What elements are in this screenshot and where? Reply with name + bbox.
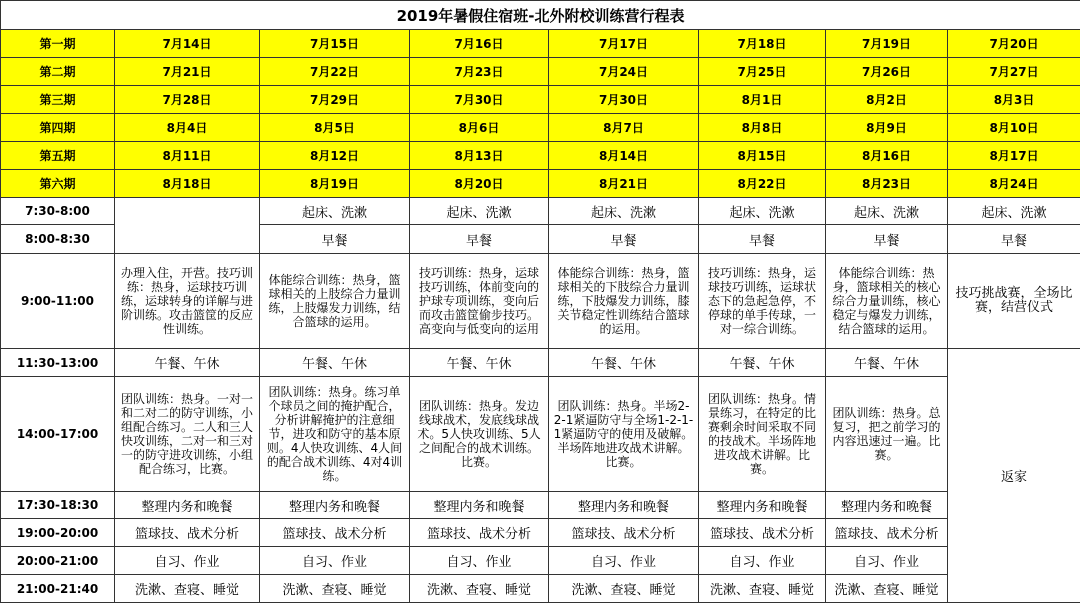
activity-cell: 自习、作业 xyxy=(826,547,948,575)
activity-cell: 早餐 xyxy=(948,225,1080,254)
activity-cell: 起床、洗漱 xyxy=(549,198,699,225)
date-cell: 8月5日 xyxy=(260,114,410,142)
activity-cell: 篮球技、战术分析 xyxy=(549,519,699,547)
schedule-row xyxy=(1,519,1080,547)
activity-cell: 整理内务和晚餐 xyxy=(410,492,549,519)
date-cell: 8月10日 xyxy=(948,114,1080,142)
activity-cell: 早餐 xyxy=(826,225,948,254)
activity-cell: 午餐、午休 xyxy=(410,349,549,377)
date-cell: 7月19日 xyxy=(826,30,948,58)
date-cell: 7月25日 xyxy=(699,58,826,86)
date-cell: 8月22日 xyxy=(699,170,826,198)
activity-cell: 洗漱、查寝、睡觉 xyxy=(115,575,260,603)
activity-cell: 整理内务和晚餐 xyxy=(699,492,826,519)
schedule-row xyxy=(1,254,1080,349)
activity-cell: 团队训练：热身。情景练习，在特定的比赛剩余时间采取不同的技战术。半场阵地进攻战术讲解。比赛。 xyxy=(699,377,826,492)
period-row xyxy=(1,170,1080,198)
period-label: 第四期 xyxy=(1,114,115,142)
activity-cell: 篮球技、战术分析 xyxy=(115,519,260,547)
period-row xyxy=(1,114,1080,142)
date-cell: 8月21日 xyxy=(549,170,699,198)
period-label: 第一期 xyxy=(1,30,115,58)
date-cell: 8月2日 xyxy=(826,86,948,114)
date-cell: 7月26日 xyxy=(826,58,948,86)
date-cell: 7月15日 xyxy=(260,30,410,58)
activity-cell: 体能综合训练：热身，篮球相关的核心综合力量训练，核心稳定与爆发力训练，结合篮球的运用。 xyxy=(826,254,948,349)
time-label: 11:30-13:00 xyxy=(1,349,115,377)
activity-cell: 办理入住，开营。技巧训练：热身，运球技巧训练，运球转身的详解与进阶训练。攻击篮筐的反应性训练。 xyxy=(115,254,260,349)
activity-cell: 早餐 xyxy=(699,225,826,254)
period-row xyxy=(1,58,1080,86)
activity-cell: 自习、作业 xyxy=(115,547,260,575)
go-home-cell: 返家 xyxy=(948,349,1080,603)
activity-cell: 整理内务和晚餐 xyxy=(549,492,699,519)
time-label: 14:00-17:00 xyxy=(1,377,115,492)
activity-cell: 团队训练：热身。半场2-2-1紧逼防守与全场1-2-1-1紧逼防守的使用及破解。半场阵地进攻战术讲解。比赛。 xyxy=(549,377,699,492)
activity-cell: 自习、作业 xyxy=(699,547,826,575)
schedule-row xyxy=(1,547,1080,575)
date-cell: 7月21日 xyxy=(115,58,260,86)
time-label: 8:00-8:30 xyxy=(1,225,115,254)
time-label: 17:30-18:30 xyxy=(1,492,115,519)
period-label: 第二期 xyxy=(1,58,115,86)
date-cell: 8月19日 xyxy=(260,170,410,198)
date-cell: 8月24日 xyxy=(948,170,1080,198)
activity-cell: 团队训练：热身。练习单个球员之间的掩护配合，分析讲解掩护的注意细节，进攻和防守的基本原则。4人快攻训练、4人间的配合战术训练、4对4训练。 xyxy=(260,377,410,492)
date-cell: 7月16日 xyxy=(410,30,549,58)
date-cell: 7月30日 xyxy=(549,86,699,114)
date-cell: 8月13日 xyxy=(410,142,549,170)
date-cell: 7月28日 xyxy=(115,86,260,114)
activity-cell: 技巧训练：热身，运球技巧训练，运球状态下的急起急停，不停球的单手传球，一对一综合训练。 xyxy=(699,254,826,349)
activity-cell: 起床、洗漱 xyxy=(699,198,826,225)
page-title: 2019年暑假住宿班-北外附校训练营行程表 xyxy=(1,1,1080,30)
activity-cell: 起床、洗漱 xyxy=(260,198,410,225)
activity-cell: 自习、作业 xyxy=(260,547,410,575)
period-label: 第五期 xyxy=(1,142,115,170)
period-row xyxy=(1,142,1080,170)
date-cell: 8月7日 xyxy=(549,114,699,142)
date-cell: 8月23日 xyxy=(826,170,948,198)
date-cell: 8月1日 xyxy=(699,86,826,114)
date-cell: 7月23日 xyxy=(410,58,549,86)
activity-cell: 技巧训练：热身，运球技巧训练，体前变向的护球专项训练，变向后而攻击篮筐偷步技巧。高变向与低变向的运用 xyxy=(410,254,549,349)
period-label: 第三期 xyxy=(1,86,115,114)
period-row xyxy=(1,30,1080,58)
period-row xyxy=(1,86,1080,114)
activity-cell: 团队训练：热身。一对一和二对二的防守训练，小组配合练习。二人和三人快攻训练，二对一和三对一的防守进攻训练，小组配合练习，比赛。 xyxy=(115,377,260,492)
activity-cell: 整理内务和晚餐 xyxy=(260,492,410,519)
date-cell: 7月29日 xyxy=(260,86,410,114)
activity-cell: 午餐、午休 xyxy=(115,349,260,377)
date-cell: 8月15日 xyxy=(699,142,826,170)
activity-cell: 起床、洗漱 xyxy=(948,198,1080,225)
activity-cell: 整理内务和晚餐 xyxy=(826,492,948,519)
date-cell: 8月17日 xyxy=(948,142,1080,170)
activity-cell: 午餐、午休 xyxy=(260,349,410,377)
activity-cell: 洗漱、查寝、睡觉 xyxy=(260,575,410,603)
date-cell: 7月22日 xyxy=(260,58,410,86)
activity-cell: 起床、洗漱 xyxy=(826,198,948,225)
date-cell: 7月30日 xyxy=(410,86,549,114)
activity-cell: 洗漱、查寝、睡觉 xyxy=(699,575,826,603)
activity-cell: 早餐 xyxy=(410,225,549,254)
activity-cell: 整理内务和晚餐 xyxy=(115,492,260,519)
activity-cell: 体能综合训练：热身，篮球相关的上肢综合力量训练，上肢爆发力训练，结合篮球的运用。 xyxy=(260,254,410,349)
activity-cell: 技巧挑战赛，全场比赛，结营仪式 xyxy=(948,254,1080,349)
date-cell: 7月27日 xyxy=(948,58,1080,86)
date-cell: 8月12日 xyxy=(260,142,410,170)
date-cell: 8月11日 xyxy=(115,142,260,170)
time-label: 7:30-8:00 xyxy=(1,198,115,225)
date-cell: 8月6日 xyxy=(410,114,549,142)
activity-cell: 团队训练：热身。总复习，把之前学习的内容迅速过一遍。比赛。 xyxy=(826,377,948,492)
date-cell: 8月8日 xyxy=(699,114,826,142)
period-label: 第六期 xyxy=(1,170,115,198)
date-cell: 8月16日 xyxy=(826,142,948,170)
activity-cell: 早餐 xyxy=(549,225,699,254)
date-cell: 7月24日 xyxy=(549,58,699,86)
activity-cell: 篮球技、战术分析 xyxy=(260,519,410,547)
time-label: 21:00-21:40 xyxy=(1,575,115,603)
date-cell: 8月18日 xyxy=(115,170,260,198)
activity-cell: 早餐 xyxy=(260,225,410,254)
activity-cell: 篮球技、战术分析 xyxy=(699,519,826,547)
activity-cell: 起床、洗漱 xyxy=(410,198,549,225)
activity-cell: 篮球技、战术分析 xyxy=(826,519,948,547)
schedule-row xyxy=(1,349,1080,377)
activity-cell: 洗漱、查寝、睡觉 xyxy=(826,575,948,603)
activity-cell: 洗漱、查寝、睡觉 xyxy=(410,575,549,603)
schedule-row xyxy=(1,492,1080,519)
date-cell: 8月20日 xyxy=(410,170,549,198)
date-cell: 7月20日 xyxy=(948,30,1080,58)
date-cell: 8月9日 xyxy=(826,114,948,142)
activity-cell: 洗漱、查寝、睡觉 xyxy=(549,575,699,603)
activity-cell: 午餐、午休 xyxy=(699,349,826,377)
schedule-row xyxy=(1,377,1080,492)
time-label: 9:00-11:00 xyxy=(1,254,115,349)
date-cell: 8月4日 xyxy=(115,114,260,142)
date-cell: 7月18日 xyxy=(699,30,826,58)
time-label: 19:00-20:00 xyxy=(1,519,115,547)
date-cell: 8月3日 xyxy=(948,86,1080,114)
time-label: 20:00-21:00 xyxy=(1,547,115,575)
activity-cell: 团队训练：热身。发边线球战术，发底线球战术。5人快攻训练、5人之间配合的战术训练。比赛。 xyxy=(410,377,549,492)
schedule-row xyxy=(1,198,1080,225)
schedule-row xyxy=(1,575,1080,603)
activity-cell: 自习、作业 xyxy=(410,547,549,575)
date-cell: 7月14日 xyxy=(115,30,260,58)
date-cell: 7月17日 xyxy=(549,30,699,58)
activity-cell: 午餐、午休 xyxy=(826,349,948,377)
activity-cell: 体能综合训练：热身，篮球相关的下肢综合力量训练，下肢爆发力训练，膝关节稳定性训练结合篮球的运用。 xyxy=(549,254,699,349)
activity-cell: 午餐、午休 xyxy=(549,349,699,377)
activity-cell: 自习、作业 xyxy=(549,547,699,575)
empty-cell xyxy=(115,198,260,254)
date-cell: 8月14日 xyxy=(549,142,699,170)
activity-cell: 篮球技、战术分析 xyxy=(410,519,549,547)
